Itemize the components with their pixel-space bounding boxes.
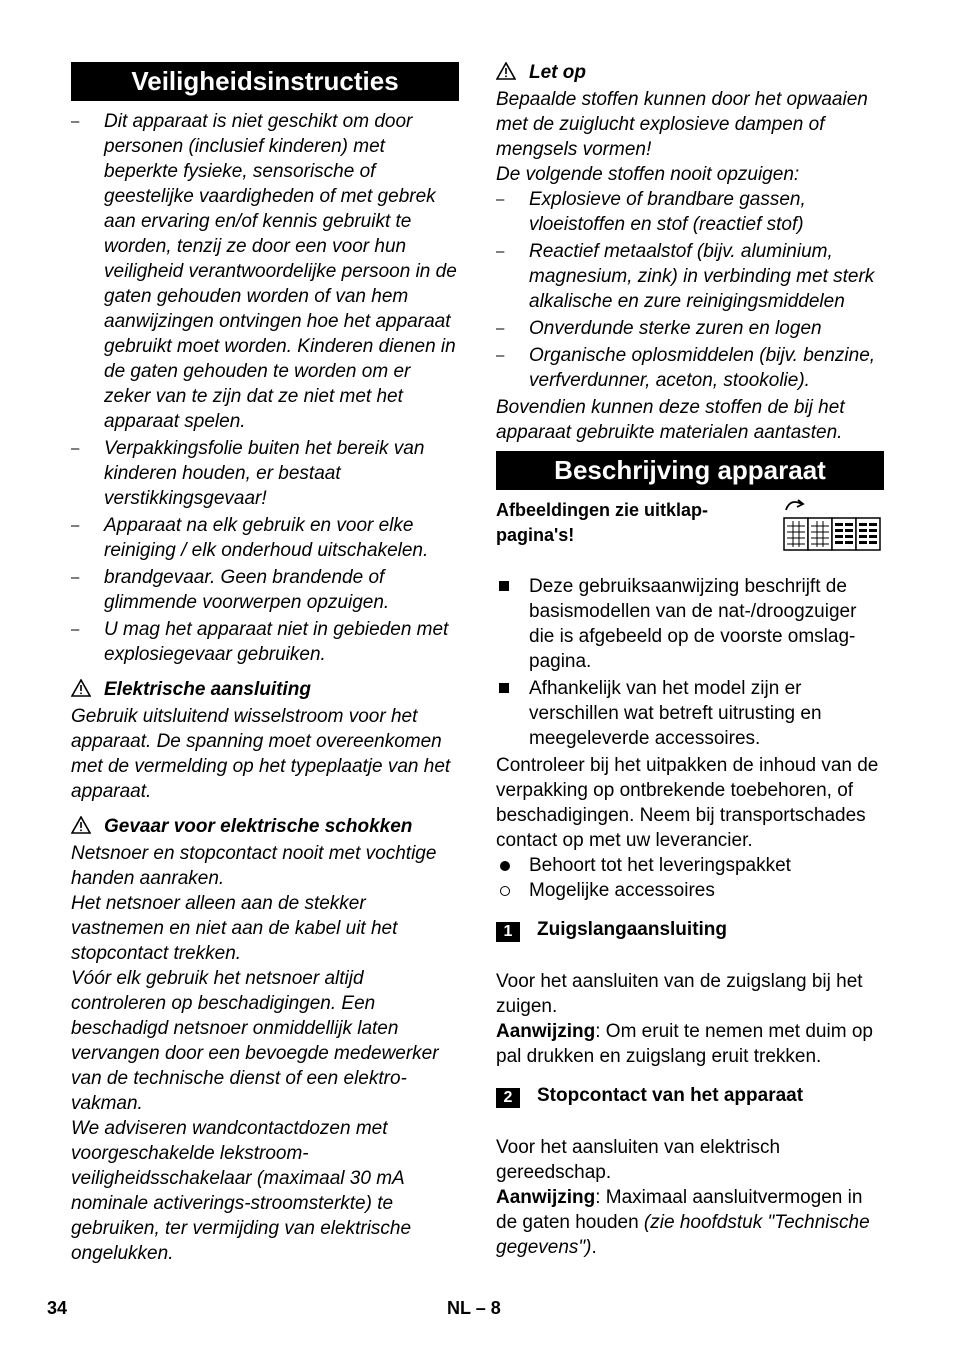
list-item: – U mag het apparaat niet in gebieden met explosiegevaar gebruiken. [71,617,459,667]
list-item: – Onverdunde sterke zuren en logen [496,316,884,341]
item-note: Aanwijzing: Maximaal aansluitvermogen in de gaten houden (zie hoofdstuk "Technische gegevens"). [496,1187,870,1258]
item-text: Voor het aansluiten van de zuigslang bij het zuigen. [496,971,863,1017]
hazard-list [496,187,884,393]
item-heading-2: 2 Stopcontact van het apparaat [496,1083,884,1108]
legend-optional: Mogelijke accessoires [496,878,884,903]
item-number-badge: 2 [496,1088,520,1108]
figure-reference-text: Afbeeldingen zie uitklap-pagina's! [496,500,709,545]
warning-text: We adviseren wandcontactdozen met voorgeschakelde lekstroom-veiligheidsschakelaar (maximaal 30 mA nominale activerings-stroomsterkte) te gebruiken, ter vermijding van elektrische ongelukken. [71,1118,412,1264]
warning-triangle-icon [71,816,91,834]
footer-language: NL – 8 [447,1298,501,1318]
item-note: Aanwijzing: Om eruit te nemen met duim op pal drukken en zuigslang eruit trekken. [496,1021,873,1067]
filled-circle-icon [500,861,510,871]
warning-heading-caution: Let op [496,60,884,85]
list-item: Afhankelijk van het model zijn er verschillen wat betreft uitrusting en meegeleverde accessoires. [496,676,884,751]
warning-text: Bepaalde stoffen kunnen door het opwaaien met de zuiglucht explosieve dampen of mengsels vormen! [496,89,868,160]
section-title-description: Beschrijving apparaat [496,451,884,490]
item-number-badge: 1 [496,922,520,942]
section-title-safety: Veiligheidsinstructies [71,62,459,101]
item-heading-1: 1 Zuigslangaansluiting [496,917,884,942]
warning-text: Het netsnoer alleen aan de stekker vastnemen en niet aan de kabel uit het stopcontact trekken. [71,893,398,964]
warning-text: Netsnoer en stopcontact nooit met vochtige handen aanraken. [71,843,437,889]
warning-triangle-icon [496,62,516,80]
list-item: – Reactief metaalstof (bijv. aluminium, magnesium, zink) in verbinding met sterk alkalische en zure reinigingsmiddelen [496,239,884,314]
warning-heading-shock: Gevaar voor elektrische schokken [71,814,459,839]
safety-list [71,109,459,667]
warning-text: De volgende stoffen nooit opzuigen: [496,164,800,185]
list-item: – Explosieve of brandbare gassen, vloeistoffen en stof (reactief stof) [496,187,884,237]
list-item: – Apparaat na elk gebruik en voor elke reiniging / elk onderhoud uitschakelen. [71,513,459,563]
list-item: Deze gebruiksaanwijzing beschrijft de basismodellen van de nat-/droogzuiger die is afgebeeld op de voorste omslag-pagina. [496,574,884,674]
description-list [496,574,884,751]
list-item: – Organische oplosmiddelen (bijv. benzine, verfverdunner, aceton, stookolie). [496,343,884,393]
page-number: 34 [47,1298,68,1318]
list-item: – Dit apparaat is niet geschikt om door personen (inclusief kinderen) met beperkte fysieke, sensorische of geestelijke vaardigheden of met gebrek aan ervaring en/of kennis gebruikt te worden, tenzij ze door een voor hun veiligheid verantwoordelijke persoon in de gaten gehouden worden of van hem aanwijzingen ontvingen hoe het apparaat gebruikt moet worden. Kinderen dienen in de gaten gehouden te worden om er zeker van te zijn dat ze niet met het apparaat spelen. [71,109,459,434]
warning-heading-electrical: Elektrische aansluiting [71,677,459,702]
foldout-book-icon [776,496,884,554]
item-text: Voor het aansluiten van elektrisch gereedschap. [496,1137,781,1183]
right-column [496,60,884,1260]
empty-circle-icon [500,886,510,896]
list-item: – brandgevaar. Geen brandende of glimmende voorwerpen opzuigen. [71,565,459,615]
figure-reference [496,498,884,562]
warning-triangle-icon [71,679,91,697]
warning-text: Gebruik uitsluitend wisselstroom voor het apparaat. De spanning moet overeenkomen met de vermelding op het typeplaatje van het apparaat. [71,706,451,802]
control-text: Controleer bij het uitpakken de inhoud van de verpakking op ontbrekende toebehoren, of beschadigingen. Neem bij transportschades contact op met uw leverancier. [496,755,879,851]
list-item: – Verpakkingsfolie buiten het bereik van kinderen houden, er bestaat verstikkingsgevaar! [71,436,459,511]
left-column [71,62,459,1266]
legend-included: Behoort tot het leveringspakket [496,853,884,878]
warning-text: Bovendien kunnen deze stoffen de bij het apparaat gebruikte materialen aantasten. [496,397,845,443]
warning-text: Vóór elk gebruik het netsnoer altijd controleren op beschadigingen. Een beschadigd netsnoer onmiddellijk laten vervangen door een bevoegde medewerker van de technische dienst of een elektro-vakman. [71,968,439,1114]
